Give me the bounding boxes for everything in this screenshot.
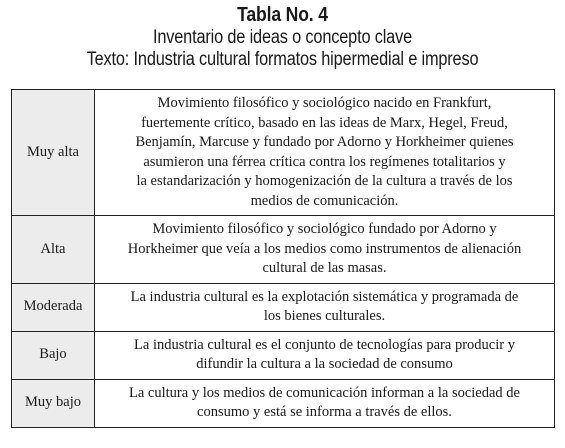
ideas-inventory-table [11,89,555,428]
description-line: La cultura y los medios de comunicación informan a la sociedad de [129,384,520,401]
table-subtitle: Inventario de ideas o concepto clave [152,27,413,48]
description-line: los bienes culturales. [263,308,386,324]
description-line: cultural de las masas. [262,260,387,276]
description-cell [95,283,555,331]
description-line: Movimiento filosófico y sociológico fundado por Adorno y [152,221,497,237]
table-row [12,90,555,216]
description-line: Horkheimer que veía a los medios como instrumentos de alienación [127,240,522,257]
description-cell [95,216,555,284]
description-line: medios de comunicación. [250,192,399,209]
table-row [12,379,555,427]
level-cell: Moderada [12,283,95,331]
level-cell: Muy alta [12,90,95,216]
description-line: fuertemente crítico, basado en las ideas de Marx, Hegel, Freud, [141,114,508,131]
description-line: difundir la cultura a la sociedad de consumo [196,356,453,372]
level-cell: Bajo [12,331,95,379]
description-line: Benjamín, Marcuse y fundado por Adorno y Horkheimer quienes [135,134,514,150]
description-line: consumo y está se informa a través de ellos. [197,404,452,420]
table-row [12,331,555,379]
description-cell [95,90,555,216]
table-body [12,90,555,428]
description-line: la estandarización y homogenización de la cultura a través de los [136,173,513,189]
table-caption [0,0,565,70]
description-cell [95,331,555,379]
level-cell: Alta [12,216,95,284]
description-line: asumieron una férrea crítica contra los regímenes totalitarios y [143,153,506,170]
table-row [12,283,555,331]
description-line: La industria cultural es la explotación sistemática y programada de [130,288,519,305]
level-cell: Muy bajo [12,379,95,427]
table-title: Tabla No. 4 [237,4,328,26]
table-source-text: Texto: Industria cultural formatos hipermedial e impreso [86,48,479,70]
table-row [12,216,555,284]
description-line: La industria cultural es el conjunto de tecnologías para producir y [134,336,515,353]
description-cell [95,379,555,427]
description-line: Movimiento filosófico y sociológico nacido en Frankfurt, [157,95,492,111]
